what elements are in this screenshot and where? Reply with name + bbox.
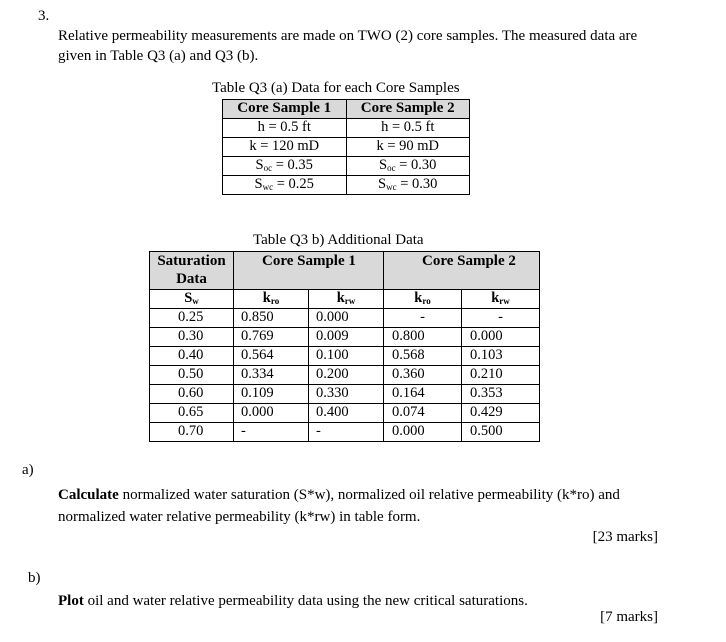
cell-kro-1: 0.334 <box>234 365 309 384</box>
table-a-row <box>223 119 470 138</box>
table-b <box>149 251 540 442</box>
cell-sw: 0.70 <box>150 422 234 441</box>
part-a-text <box>58 484 668 528</box>
table-a-header-2: Core Sample 2 <box>346 100 470 119</box>
cell-krw-2: 0.000 <box>462 327 540 346</box>
cell-krw-1: 0.330 <box>309 384 384 403</box>
cell-kro-2: 0.000 <box>384 422 462 441</box>
cell-sw: 0.65 <box>150 403 234 422</box>
header-saturation-data: Saturation Data <box>150 252 234 290</box>
cell-sw: 0.50 <box>150 365 234 384</box>
cell-kro-1: 0.109 <box>234 384 309 403</box>
part-a-body: normalized water saturation (S*w), normalized oil relative permeability (k*ro) and normalized water relative permeability (k*rw) in table form. <box>58 487 620 525</box>
part-a-marks: [23 marks] <box>592 529 658 545</box>
question-intro: Relative permeability measurements are made on TWO (2) core samples. The measured data are given in Table Q3 (a) and Q3 (b). <box>58 28 638 64</box>
cell-krw-1: 0.009 <box>309 327 384 346</box>
part-a-bold: Calculate <box>58 487 119 503</box>
part-a-label: a) <box>22 462 34 478</box>
cell-krw-1: 0.000 <box>309 308 384 327</box>
table-b-row <box>150 422 540 441</box>
cell-kro-1: - <box>234 422 309 441</box>
table-a-cell: h = 0.5 ft <box>223 119 347 138</box>
table-b-row <box>150 403 540 422</box>
cell-krw-1: - <box>309 422 384 441</box>
part-b-label: b) <box>28 570 41 586</box>
table-a-header-1: Core Sample 1 <box>223 100 347 119</box>
cell-krw-1: 0.400 <box>309 403 384 422</box>
table-a-caption: Table Q3 (a) Data for each Core Samples <box>212 80 460 96</box>
table-a-cell: k = 120 mD <box>223 138 347 157</box>
col-kro-2: $k_{ro}$ <box>384 290 462 309</box>
cell-kro-2: - <box>384 308 462 327</box>
question-number: 3. <box>38 8 50 24</box>
table-a-row <box>223 138 470 157</box>
cell-krw-2: 0.210 <box>462 365 540 384</box>
cell-kro-2: 0.074 <box>384 403 462 422</box>
cell-kro-1: 0.850 <box>234 308 309 327</box>
cell-sw: 0.40 <box>150 346 234 365</box>
table-a-cell: $S_{wc} = 0.30$ <box>346 176 470 195</box>
table-a-cell: h = 0.5 ft <box>346 119 470 138</box>
table-a-cell: $S_{oc} = 0.30$ <box>346 157 470 176</box>
table-a-row <box>223 176 470 195</box>
cell-krw-2: 0.500 <box>462 422 540 441</box>
header-core-sample-1: Core Sample 1 <box>234 252 384 290</box>
cell-sw: 0.30 <box>150 327 234 346</box>
table-a <box>222 99 470 195</box>
cell-kro-1: 0.000 <box>234 403 309 422</box>
table-a-cell: $S_{oc} = 0.35$ <box>223 157 347 176</box>
cell-kro-2: 0.164 <box>384 384 462 403</box>
cell-krw-2: 0.429 <box>462 403 540 422</box>
table-a-cell: $S_{wc} = 0.25$ <box>223 176 347 195</box>
col-sw: $S_w$ <box>150 290 234 309</box>
table-b-row <box>150 384 540 403</box>
part-b-bold: Plot <box>58 593 84 609</box>
cell-kro-1: 0.769 <box>234 327 309 346</box>
header-core-sample-2: Core Sample 2 <box>384 252 540 290</box>
col-krw-1: $k_{rw}$ <box>309 290 384 309</box>
cell-krw-1: 0.100 <box>309 346 384 365</box>
col-kro-1: $k_{ro}$ <box>234 290 309 309</box>
part-b-text <box>58 590 668 612</box>
cell-krw-2: 0.353 <box>462 384 540 403</box>
part-b-body: oil and water relative permeability data using the new critical saturations. <box>83 593 528 609</box>
cell-krw-1: 0.200 <box>309 365 384 384</box>
cell-sw: 0.60 <box>150 384 234 403</box>
table-b-row <box>150 327 540 346</box>
table-b-caption: Table Q3 b) Additional Data <box>253 232 424 248</box>
cell-kro-2: 0.800 <box>384 327 462 346</box>
cell-kro-1: 0.564 <box>234 346 309 365</box>
table-b-row <box>150 308 540 327</box>
table-b-row <box>150 346 540 365</box>
table-a-row <box>223 157 470 176</box>
table-a-cell: k = 90 mD <box>346 138 470 157</box>
cell-kro-2: 0.568 <box>384 346 462 365</box>
part-b-marks: [7 marks] <box>600 609 658 625</box>
col-krw-2: $k_{rw}$ <box>462 290 540 309</box>
cell-sw: 0.25 <box>150 308 234 327</box>
cell-krw-2: 0.103 <box>462 346 540 365</box>
cell-krw-2: - <box>462 308 540 327</box>
cell-kro-2: 0.360 <box>384 365 462 384</box>
table-b-row <box>150 365 540 384</box>
